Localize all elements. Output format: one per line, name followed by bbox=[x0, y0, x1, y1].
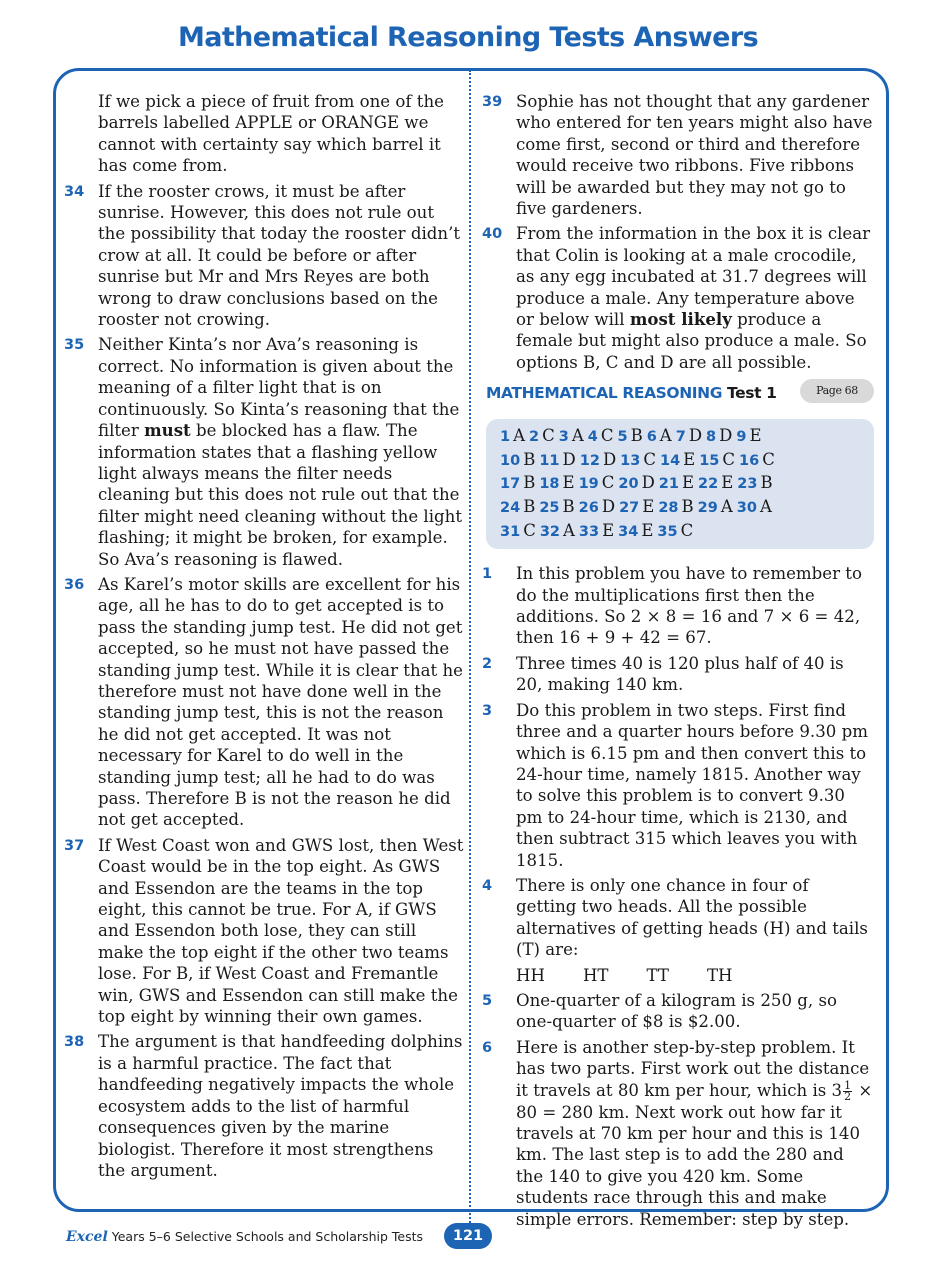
answer-key-entry bbox=[658, 496, 693, 520]
answer-key-number: 21 bbox=[658, 476, 679, 493]
answer-key-entry bbox=[618, 472, 654, 496]
answer-key-letter: E bbox=[681, 473, 695, 493]
answer-key-entry bbox=[500, 425, 525, 449]
explanation-4 bbox=[482, 875, 874, 961]
answer-key-entry bbox=[579, 520, 614, 544]
explanation-5 bbox=[482, 990, 874, 1033]
answer-39 bbox=[482, 91, 874, 219]
explanation-3 bbox=[482, 700, 874, 871]
answer-key-letter: A bbox=[571, 426, 584, 446]
answer-key-letter: D bbox=[562, 449, 576, 469]
answer-key-number: 27 bbox=[619, 500, 640, 517]
emphasis-text: must bbox=[144, 420, 191, 441]
answer-key-number: 4 bbox=[587, 429, 598, 446]
answer-key-number: 18 bbox=[539, 476, 560, 493]
answer-key-number: 31 bbox=[500, 523, 521, 540]
answer-key-letter: D bbox=[602, 449, 617, 469]
intro-paragraph: If we pick a piece of fruit from one of the barrels labelled APPLE or ORANGE we cannot with certainty say which barrel it has come from. bbox=[98, 92, 444, 176]
answer-key-number: 11 bbox=[539, 452, 560, 469]
answer-key-letter: A bbox=[513, 426, 526, 446]
answer-35 bbox=[64, 334, 464, 569]
fraction-denominator: 2 bbox=[844, 1089, 852, 1103]
answer-key-row bbox=[500, 496, 866, 520]
item-text: There is only one chance in four of getting two heads. All the possible alternatives of getting heads (H) and tails (T) are: bbox=[516, 875, 868, 960]
answer-key-number: 10 bbox=[500, 452, 521, 469]
item-number: 37 bbox=[64, 837, 85, 854]
answer-key-entry bbox=[579, 472, 615, 496]
answer-key-letter: E bbox=[721, 473, 734, 493]
answer-key-entry bbox=[500, 449, 535, 473]
answer-key-number: 12 bbox=[579, 452, 600, 469]
answer-38 bbox=[64, 1031, 464, 1181]
answer-key-entry bbox=[737, 472, 772, 496]
answer-key-entry bbox=[660, 449, 695, 473]
left-column bbox=[64, 91, 464, 1185]
answer-key-letter: B bbox=[523, 497, 536, 517]
answer-key-letter: B bbox=[681, 497, 694, 517]
section-heading-test: Test 1 bbox=[722, 384, 777, 403]
answer-key-entry bbox=[559, 425, 584, 449]
item-text bbox=[98, 334, 464, 569]
answer-key-number: 19 bbox=[578, 476, 599, 493]
right-column bbox=[482, 91, 874, 1234]
answer-key-number: 14 bbox=[659, 452, 681, 469]
emphasis-text: most likely bbox=[629, 309, 732, 330]
answer-key-entry bbox=[647, 425, 672, 449]
answer-key-letter: C bbox=[762, 449, 775, 469]
answer-key-number: 22 bbox=[698, 476, 719, 493]
answer-key-letter: C bbox=[643, 449, 656, 469]
answer-key-entry bbox=[659, 472, 694, 496]
brand-name: Excel bbox=[66, 1229, 108, 1245]
answer-key-letter: B bbox=[562, 497, 575, 517]
footer-title: Years 5–6 Selective Schools and Scholarship Tests bbox=[107, 1229, 423, 1244]
answer-key-entry bbox=[580, 449, 616, 473]
footer bbox=[66, 1224, 423, 1250]
item-text: In this problem you have to remember to do the multiplications first then the additions. So 2 × 8 = 16 and 7 × 6 = 42, then 16 + 9 + 42 = 67. bbox=[516, 564, 862, 648]
page-reference-badge: Page 68 bbox=[800, 379, 874, 403]
item-number: 39 bbox=[482, 94, 503, 110]
item-number: 5 bbox=[482, 992, 493, 1009]
answer-key-entry bbox=[698, 496, 733, 520]
item-text-part: Here is another step-by-step problem. It has two parts. First work out the distance it travels at 80 km per hour, which is 3 bbox=[516, 1037, 870, 1100]
item-text-part: × 80 = 280 km. Next work out how far it travels at 70 km per hour and this is 140 km. The last step is to add the 280 and the 140 to give you 420 km. Some students race through this and make simple errors. Remember: step by step. bbox=[516, 1080, 873, 1229]
answer-key-number: 3 bbox=[558, 429, 569, 446]
answer-key-letter: E bbox=[602, 520, 615, 540]
answer-key-entry bbox=[539, 472, 574, 496]
answer-key-letter: D bbox=[688, 426, 703, 446]
answer-key-letter: D bbox=[641, 473, 655, 493]
answer-key-entry bbox=[736, 425, 761, 449]
item-text-part: Neither Kinta’s nor Ava’s reasoning is correct. No information is given about the meaning of a filter light that is on continuously. So Kinta’s reasoning that the filter bbox=[98, 335, 460, 441]
answer-key-entry bbox=[619, 496, 654, 520]
answer-key-number: 9 bbox=[736, 429, 747, 446]
answer-key-number: 8 bbox=[706, 429, 717, 446]
answer-key-number: 16 bbox=[739, 452, 760, 469]
item-text: The argument is that handfeeding dolphins is a harmful practice. The fact that handfeeding negatively impacts the whole ecosystem adds to the list of harmful consequences given by the marine biologist. Therefore it most strengthens the argument. bbox=[98, 1032, 463, 1180]
item-number: 4 bbox=[482, 877, 493, 894]
item-number: 36 bbox=[64, 576, 85, 593]
answer-key-entry bbox=[579, 496, 615, 520]
answer-key-letter: E bbox=[641, 520, 654, 540]
item-text: If the rooster crows, it must be after sunrise. However, this does not rule out the possibility that today the rooster didn’t crow at all. It could be before or after sunrise but Mr and Mrs Reyes are both wrong to draw conclusions based on the rooster not crowing. bbox=[98, 181, 461, 330]
answer-key-number: 28 bbox=[658, 500, 679, 517]
answer-key-row bbox=[500, 425, 866, 449]
item-number: 38 bbox=[64, 1034, 85, 1051]
answer-key-row bbox=[500, 472, 866, 496]
answer-key-number: 30 bbox=[736, 500, 757, 517]
answer-key-row bbox=[500, 520, 866, 544]
answer-key-box bbox=[486, 419, 874, 549]
answer-key-entry bbox=[706, 425, 732, 449]
answer-key-entry bbox=[698, 472, 733, 496]
section-heading bbox=[486, 383, 874, 409]
item-number: 3 bbox=[482, 702, 493, 719]
column-divider bbox=[469, 70, 471, 1242]
item-text bbox=[516, 1037, 874, 1230]
answer-key-letter: D bbox=[719, 426, 733, 446]
answer-key-letter: A bbox=[659, 426, 672, 446]
answer-key-entry bbox=[737, 496, 772, 520]
item-number: 6 bbox=[482, 1039, 493, 1056]
explanation-6 bbox=[482, 1037, 874, 1230]
answer-key-entry bbox=[618, 520, 653, 544]
item-text-part: produce a female but might also produce a male. So options B, C and D are all possible. bbox=[516, 310, 867, 372]
answer-key-number: 6 bbox=[646, 429, 657, 446]
answer-key-letter: E bbox=[562, 473, 575, 493]
answer-key-letter: A bbox=[563, 520, 575, 540]
explanation-1 bbox=[482, 563, 874, 649]
outcome-option: TT bbox=[646, 965, 669, 985]
answer-key-number: 17 bbox=[500, 476, 521, 493]
answer-key-entry bbox=[739, 449, 775, 473]
answer-key-letter: A bbox=[759, 497, 772, 517]
answer-key-number: 32 bbox=[539, 523, 560, 540]
item-text: As Karel’s motor skills are excellent for his age, all he has to do to get accepted is to pass the standing jump test. He did not get accepted, so he must not have passed the standing jump test. While it is clear that he therefore must not have done well in the standing jump test, this is not the reason he did not get accepted. It was not necessary for Karel to do well in the standing jump test; all he had to do was pass. Therefore B is not the reason he did not get accepted. bbox=[98, 574, 463, 830]
answer-key-entry bbox=[529, 425, 555, 449]
answer-key-entry bbox=[588, 425, 614, 449]
fraction-numerator: 1 bbox=[844, 1078, 852, 1092]
answer-key-number: 26 bbox=[578, 500, 599, 517]
answer-37 bbox=[64, 835, 464, 1028]
answer-key-number: 23 bbox=[737, 476, 758, 493]
item-text: Do this problem in two steps. First find three and a quarter hours before 9.30 pm which is 6.15 pm and then convert this to 24-hour time, namely 1815. Another way to solve this problem is to convert 9.30 pm to 24-hour time, which is 2130, and then subtract 315 which leaves you with 1815. bbox=[516, 700, 868, 870]
answer-key-entry bbox=[500, 520, 536, 544]
answer-key-number: 29 bbox=[697, 500, 718, 517]
outcome-option: TH bbox=[706, 965, 733, 985]
answer-key-entry bbox=[500, 496, 535, 520]
item-text: If West Coast won and GWS lost, then West Coast would be in the top eight. As GWS and Essendon are the teams in the top eight, this cannot be true. For A, if GWS and Essendon both lose, they can still make the top eight if the other two teams lose. For B, if West Coast and Fremantle win, GWS and Essendon can still make the top eight by winning their own games. bbox=[98, 835, 464, 1027]
item-text: Three times 40 is 120 plus half of 40 is 20, making 140 km. bbox=[516, 653, 844, 695]
outcome-option: HH bbox=[516, 965, 545, 985]
answer-key-number: 13 bbox=[620, 452, 641, 469]
item-number: 35 bbox=[64, 337, 85, 354]
answer-key-letter: E bbox=[683, 449, 696, 469]
answer-key-letter: C bbox=[680, 520, 694, 540]
answer-key-letter: C bbox=[542, 426, 555, 446]
answer-key-letter: B bbox=[523, 449, 536, 469]
answer-40 bbox=[482, 223, 874, 373]
answer-key-entry bbox=[620, 449, 656, 473]
answer-key-letter: E bbox=[642, 497, 655, 517]
item-text bbox=[516, 223, 874, 373]
answer-key-number: 35 bbox=[657, 523, 678, 540]
answer-key-number: 5 bbox=[617, 429, 628, 446]
answer-key-number: 24 bbox=[500, 500, 521, 517]
answer-key-letter: D bbox=[601, 497, 616, 517]
answer-key-entry bbox=[617, 425, 642, 449]
answer-key-entry bbox=[676, 425, 702, 449]
outcome-option: HT bbox=[582, 965, 609, 985]
answer-36 bbox=[64, 574, 464, 831]
answer-key-letter: C bbox=[722, 449, 736, 469]
answer-key-letter: C bbox=[600, 426, 614, 446]
answer-key-number: 33 bbox=[578, 523, 600, 540]
fraction bbox=[843, 1078, 852, 1103]
answer-key-letter: C bbox=[601, 473, 615, 493]
answer-key-number: 2 bbox=[529, 429, 540, 446]
answer-key-letter: B bbox=[630, 426, 643, 446]
item-number: 1 bbox=[482, 566, 493, 583]
answer-key-number: 1 bbox=[500, 429, 511, 446]
answer-key-number: 34 bbox=[618, 523, 639, 540]
page-number: 121 bbox=[444, 1223, 492, 1249]
answer-key-entry bbox=[500, 472, 535, 496]
answer-key-number: 15 bbox=[699, 452, 720, 469]
item-number: 40 bbox=[482, 226, 503, 243]
answer-key-entry bbox=[539, 449, 575, 473]
answer-key-letter: B bbox=[760, 473, 773, 493]
answer-key-entry bbox=[657, 520, 693, 544]
answer-key-letter: C bbox=[523, 520, 536, 540]
item-text: Sophie has not thought that any gardener who entered for ten years might also have come first, second or third and therefore would receive two ribbons. Five ribbons will be awarded but they may not go to five gardeners. bbox=[516, 92, 873, 219]
answer-34 bbox=[64, 181, 464, 331]
explanation-2 bbox=[482, 653, 874, 696]
item-text-part: From the information in the box it is clear that Colin is looking at a male crocodile, as any egg incubated at 31.7 degrees will produce a male. Any temperature above or below will bbox=[516, 224, 871, 330]
item-number: 2 bbox=[482, 655, 493, 672]
section-heading-main: MATHEMATICAL REASONING bbox=[486, 384, 723, 403]
answer-key-number: 20 bbox=[618, 476, 639, 493]
page-title: Mathematical Reasoning Tests Answers bbox=[177, 22, 759, 53]
answer-key-entry bbox=[540, 520, 575, 544]
answer-key-letter: B bbox=[523, 473, 536, 493]
outcome-options bbox=[516, 965, 874, 986]
item-text: One-quarter of a kilogram is 250 g, so one-quarter of $8 is $2.00. bbox=[516, 990, 837, 1032]
answer-key-entry bbox=[699, 449, 735, 473]
answer-key-letter: E bbox=[749, 426, 762, 446]
answer-key-entry bbox=[539, 496, 574, 520]
item-text-part: be blocked has a flaw. The information states that a flashing yellow light always means the filter needs cleaning but this does not rule out that the filter might need cleaning without the light flashing; it might be broken, for example. So Ava’s reasoning is flawed. bbox=[98, 421, 463, 569]
item-number: 34 bbox=[64, 183, 85, 200]
answer-key-number: 7 bbox=[675, 429, 686, 446]
answer-key-letter: A bbox=[720, 497, 733, 517]
answer-key-number: 25 bbox=[539, 500, 560, 517]
answer-key-row bbox=[500, 449, 866, 473]
